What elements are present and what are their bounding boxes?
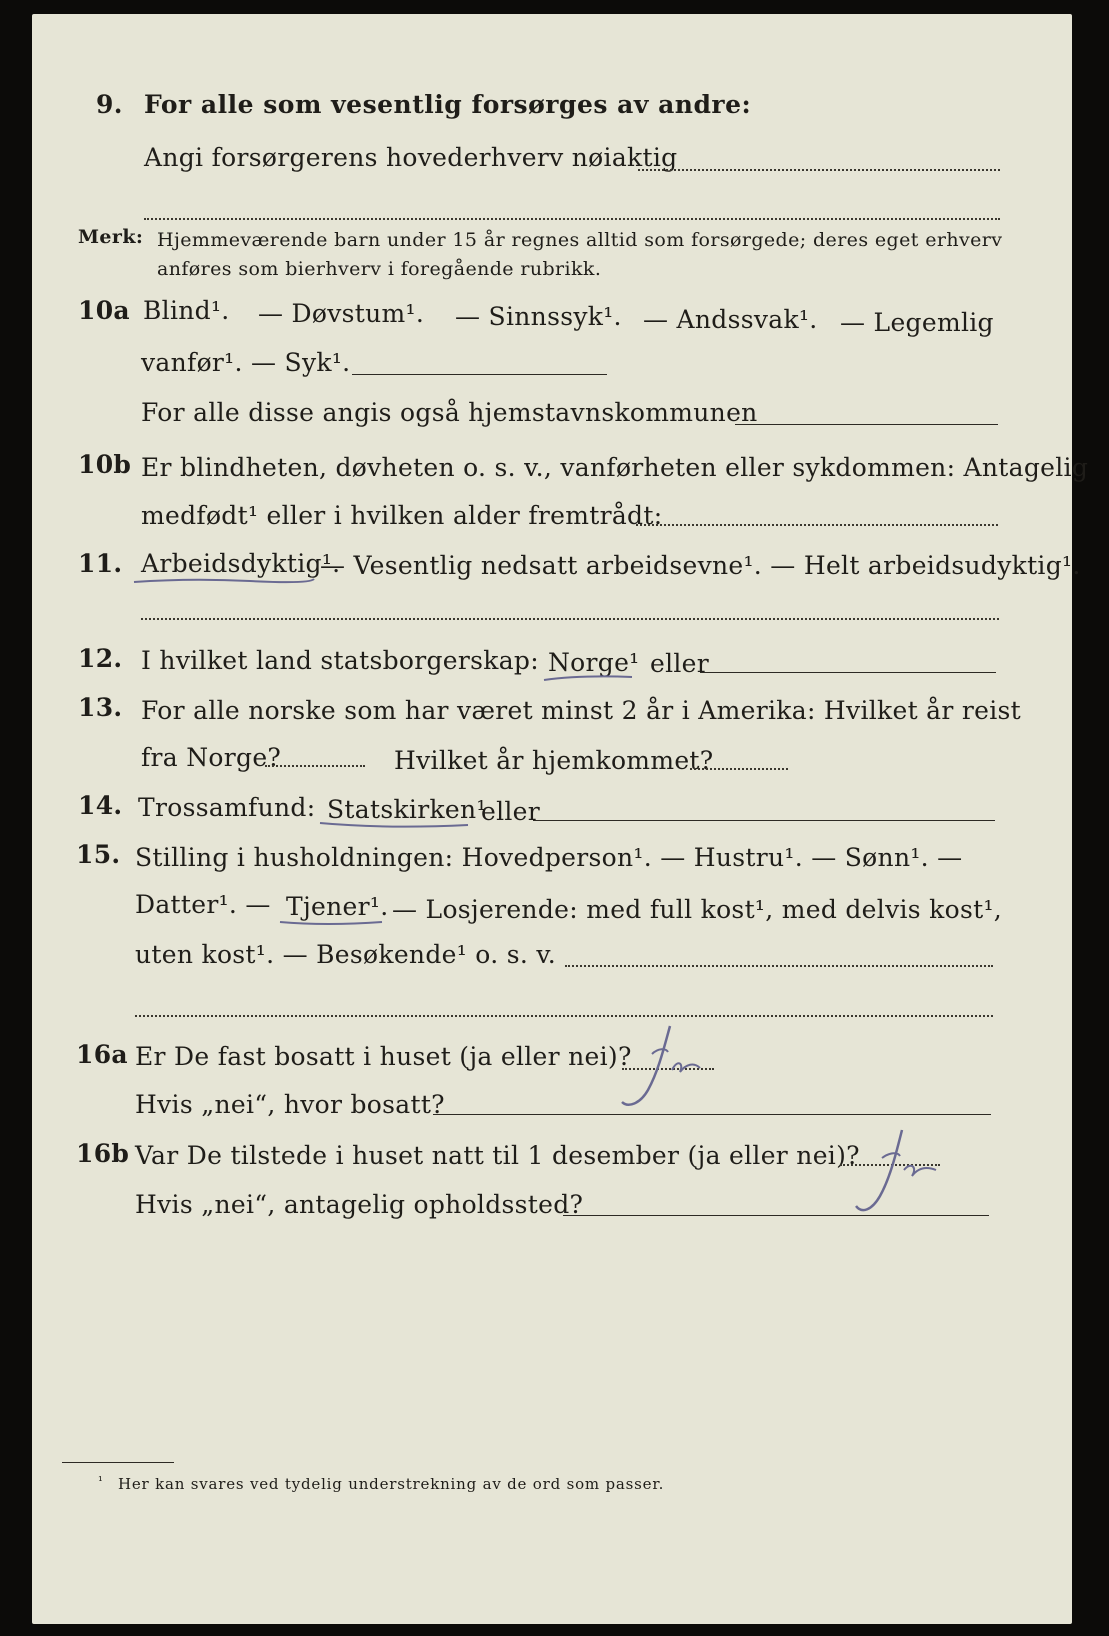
q15-losjerende: — Losjerende: med full kost¹, med delvis kost¹,	[392, 895, 1003, 924]
q12-number: 12.	[78, 644, 123, 673]
q15-line1: Stilling i husholdningen: Hovedperson¹. — Hustru¹. — Sønn¹. —	[135, 843, 963, 872]
q15-tjener: Tjener¹.	[286, 892, 389, 921]
q16a-handwritten-answer	[618, 1018, 708, 1118]
q10a-legemlig: — Legemlig	[840, 308, 994, 337]
q16b-prompt: Var De tilstede i huset natt til 1 desember (ja eller nei)?	[135, 1141, 860, 1170]
q10b-answer-line	[636, 524, 998, 526]
q15-datter: Datter¹. —	[135, 890, 271, 919]
q13-hjemkommet: Hvilket år hjemkommet?	[394, 746, 714, 775]
q16b-hvis-nei: Hvis „nei“, antagelig opholdssted?	[135, 1190, 584, 1219]
q9-answer-line	[638, 169, 1000, 171]
footnote-mark: ¹	[98, 1474, 104, 1488]
q15-line3: uten kost¹. — Besøkende¹ o. s. v.	[135, 940, 557, 969]
merk-note-line1: Hjemmeværende barn under 15 år regnes alltid som forsørgede; deres eget erhverv	[157, 229, 1003, 251]
q15-answer-line	[565, 965, 993, 967]
q12-answer-line	[700, 672, 996, 673]
q16b-opholdssted-line	[563, 1215, 989, 1216]
q16a-prompt: Er De fast bosatt i huset (ja eller nei)?	[135, 1042, 632, 1071]
q13-line1: For alle norske som har været minst 2 år i Amerika: Hvilket år reist	[141, 696, 1022, 725]
q10a-blind: Blind¹.	[143, 296, 230, 325]
q14-pencil-underline	[316, 818, 476, 832]
merk-label: Merk:	[78, 226, 144, 248]
q11-number: 11.	[78, 549, 123, 578]
q14-eller: eller	[481, 797, 541, 826]
q16b-number: 16b	[76, 1139, 130, 1168]
merk-note-line2: anføres som bierhverv i foregående rubrikk.	[157, 258, 602, 280]
q14-number: 14.	[78, 791, 123, 820]
q11-pencil-underline	[130, 574, 320, 588]
q11-options: — Vesentlig nedsatt arbeidsevne¹. — Helt arbeidsudyktig¹.	[320, 551, 1081, 580]
q12-norge: Norge¹	[548, 648, 640, 677]
q10a-sinnssyk: — Sinnssyk¹.	[455, 302, 622, 331]
q10a-dovstum: — Døvstum¹.	[258, 299, 425, 328]
q15-number: 15.	[76, 840, 121, 869]
q12-pencil-underline	[540, 672, 640, 686]
q9-heading: For alle som vesentlig forsørges av andre:	[144, 90, 752, 119]
q9-number: 9.	[96, 90, 123, 119]
q10a-number: 10a	[78, 296, 130, 325]
q15-pencil-underline	[276, 916, 388, 930]
q12-eller: eller	[650, 649, 710, 678]
footnote-separator	[62, 1462, 174, 1463]
q16b-handwritten-answer	[852, 1124, 942, 1224]
q14-prompt: Trossamfund:	[138, 793, 316, 822]
q10a-vanfor-syk: vanfør¹. — Syk¹.	[141, 348, 351, 377]
q11-answer-line	[141, 618, 999, 620]
q11-arbeidsdyktig: Arbeidsdyktig¹.	[141, 549, 341, 578]
q14-answer-line	[533, 820, 995, 821]
q10b-line2: medfødt¹ eller i hvilken alder fremtrådt:	[141, 501, 663, 530]
q10a-hjemstavn: For alle disse angis også hjemstavnskommunen	[141, 398, 758, 427]
q16a-number: 16a	[76, 1040, 128, 1069]
q14-statskirken: Statskirken¹	[327, 795, 487, 824]
q13-reist-line	[265, 765, 365, 767]
q16a-bosatt-line	[433, 1114, 991, 1115]
q16a-hvis-nei: Hvis „nei“, hvor bosatt?	[135, 1090, 445, 1119]
q10b-line1: Er blindheten, døvheten o. s. v., vanførheten eller sykdommen: Antagelig	[141, 453, 1089, 482]
q9-prompt: Angi forsørgerens hovederhverv nøiaktig	[144, 143, 678, 172]
q10a-syk-line	[352, 374, 607, 375]
q13-fra-norge: fra Norge?	[141, 743, 282, 772]
q10b-number: 10b	[78, 450, 132, 479]
q9-answer-line-2	[144, 218, 1000, 220]
q13-hjemkommet-line	[690, 768, 788, 770]
q10a-andssvak: — Andssvak¹.	[643, 305, 818, 334]
q12-prompt: I hvilket land statsborgerskap:	[141, 646, 539, 675]
q10a-hjemstavn-line	[735, 424, 998, 425]
q15-answer-line-2	[135, 1015, 993, 1017]
q13-number: 13.	[78, 693, 123, 722]
footnote-text: Her kan svares ved tydelig understrekning av de ord som passer.	[118, 1475, 665, 1493]
